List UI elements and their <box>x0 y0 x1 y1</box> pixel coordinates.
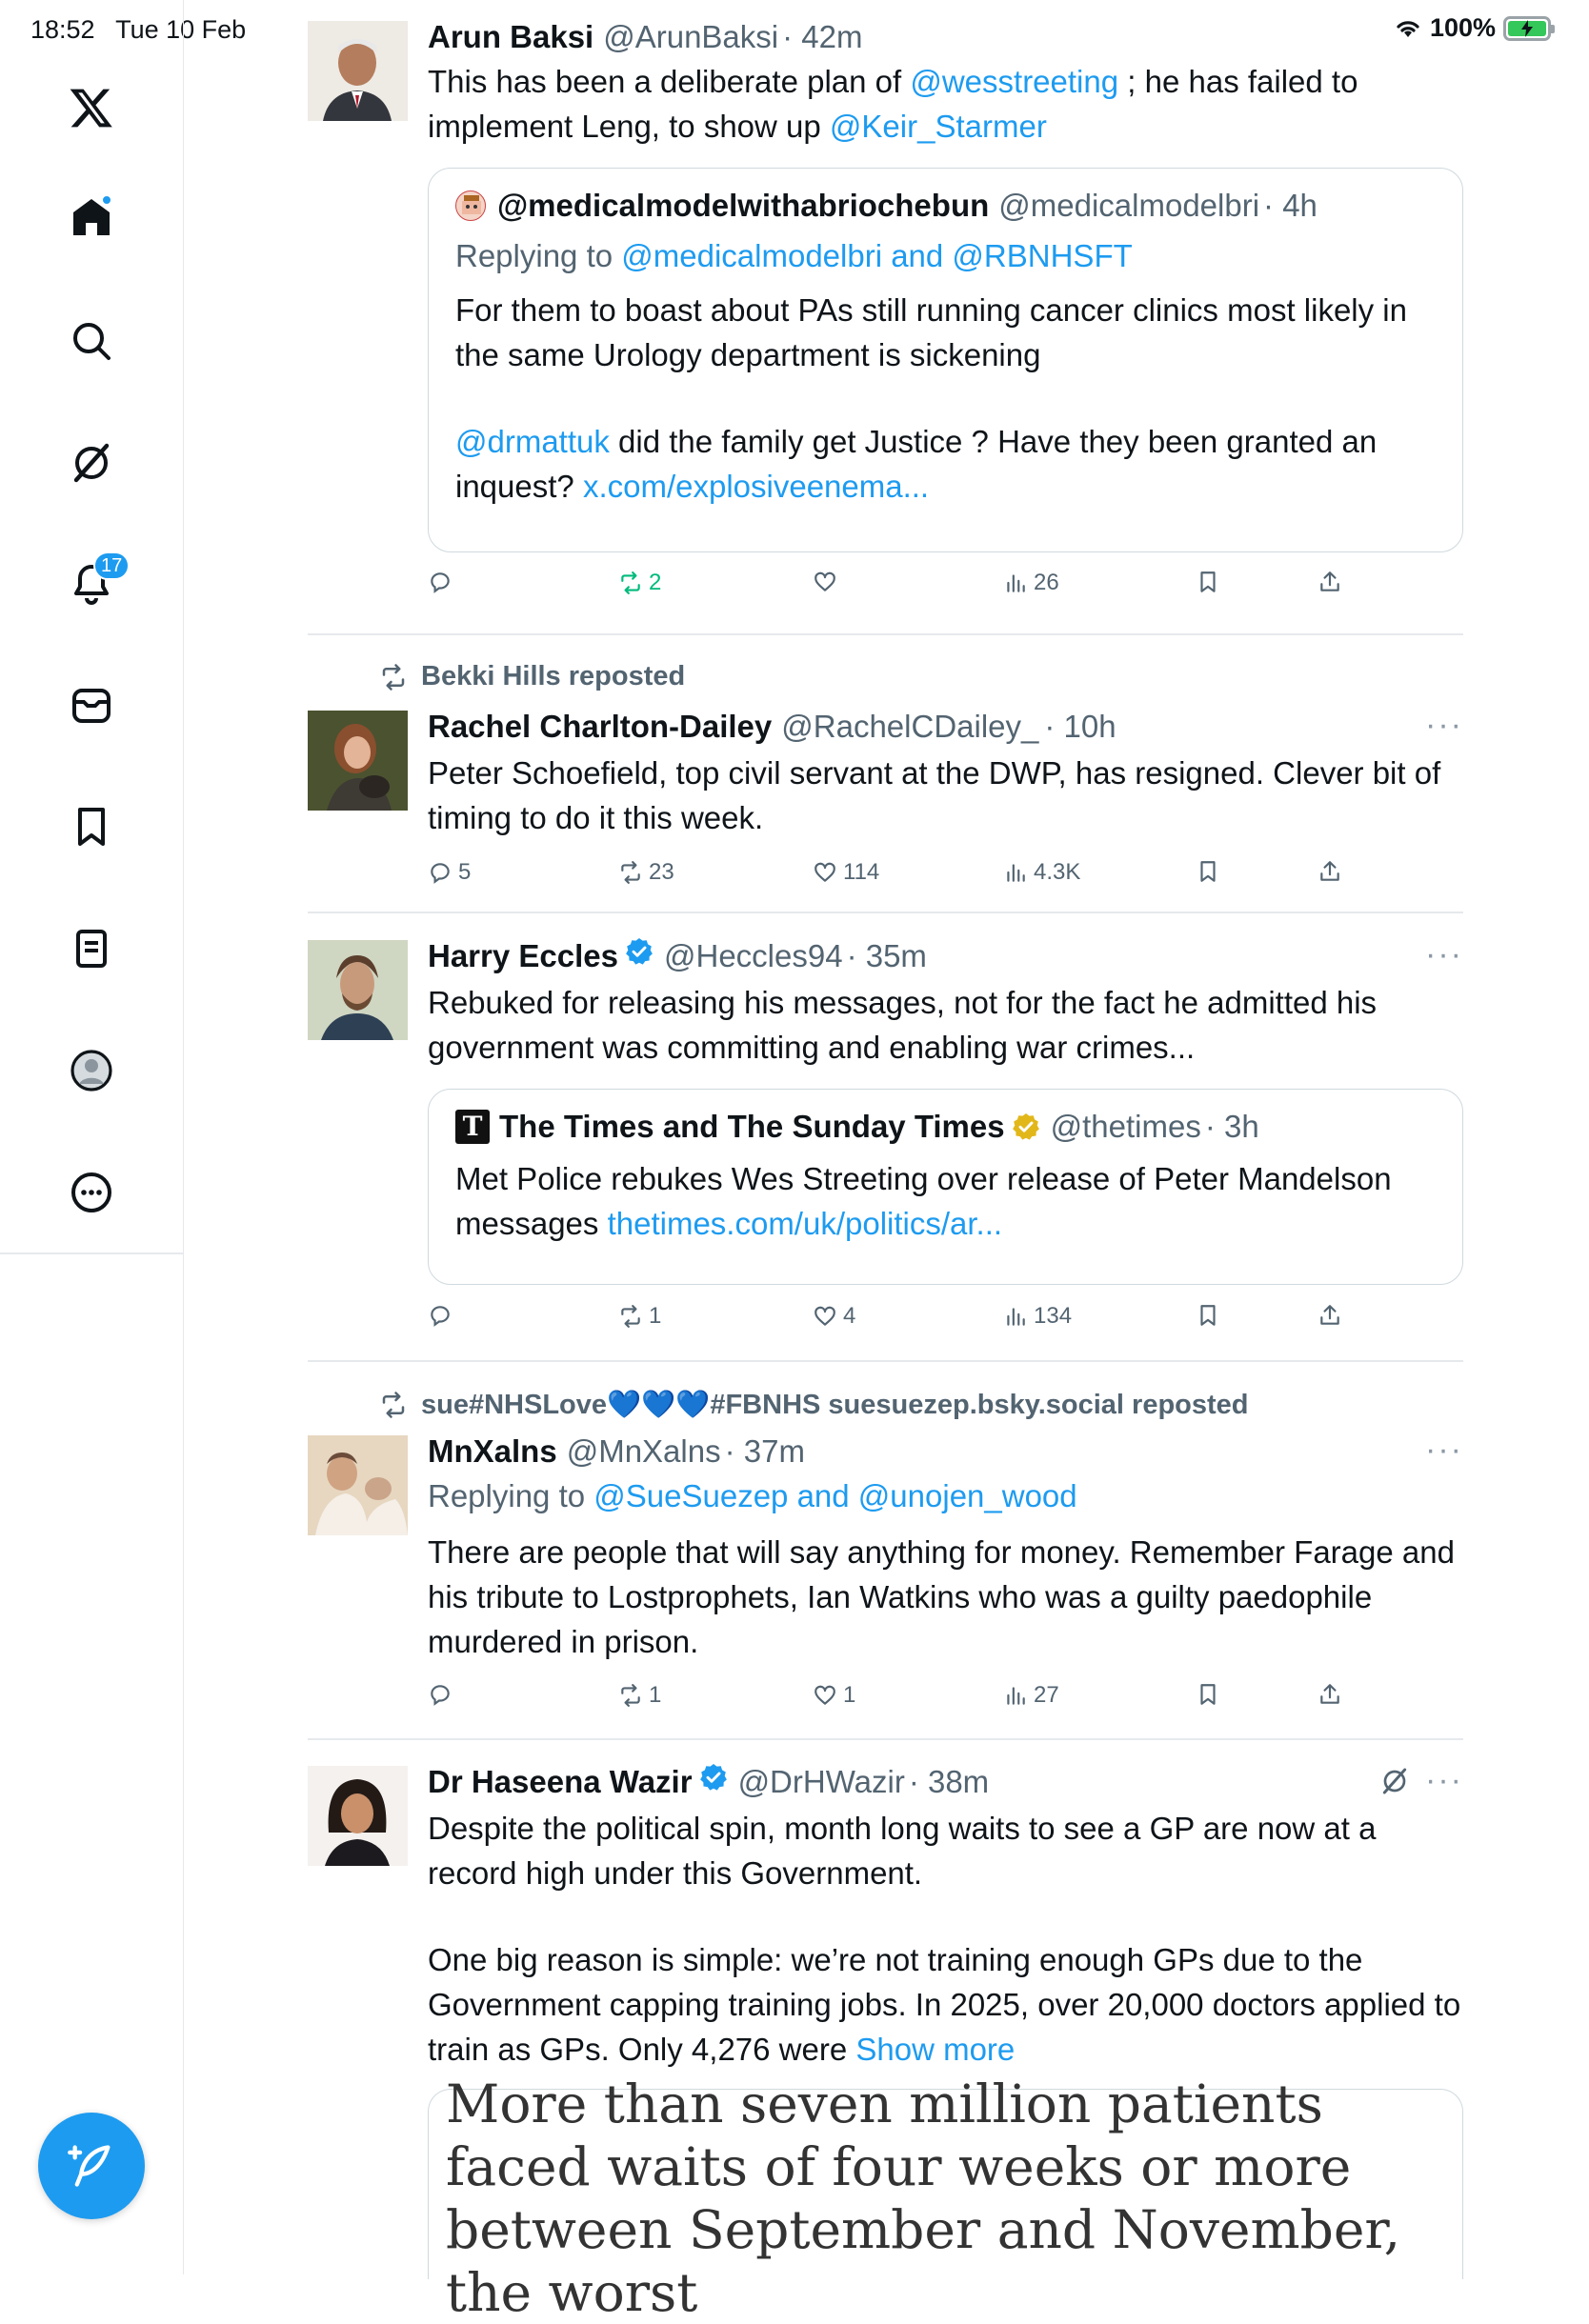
author-name[interactable]: Rachel Charlton-Dailey <box>428 709 773 744</box>
repost-count: 1 <box>649 1682 662 1708</box>
messages-icon[interactable] <box>65 679 118 732</box>
replying-to-link[interactable]: @medicalmodelbri and @RBNHSFT <box>621 238 1133 273</box>
bookmark-icon <box>1196 570 1220 594</box>
bookmark-button[interactable] <box>1196 570 1220 594</box>
tweet-time[interactable]: · 38m <box>908 1764 990 1799</box>
compose-post-button[interactable] <box>38 2113 145 2219</box>
tweet-text-2 <box>428 1937 1463 2072</box>
views-button[interactable] <box>1003 1682 1059 1709</box>
grok-icon[interactable] <box>1379 1766 1410 1801</box>
tweet-text: Rebuked for releasing his messages, not for the fact he admitted his government was committing and enabling war crimes... <box>428 985 1378 1065</box>
home-icon[interactable] <box>65 190 118 244</box>
mention-link[interactable]: @wesstreeting <box>910 64 1119 99</box>
share-icon <box>1317 859 1342 884</box>
repost-count: 23 <box>649 859 674 885</box>
status-clock: 18:52 <box>30 15 95 44</box>
bookmarks-icon[interactable] <box>65 800 118 853</box>
reply-button[interactable] <box>428 1682 458 1707</box>
tweet-arun-baksi[interactable] <box>308 17 1463 627</box>
tweet-text: Despite the political spin, month long waits to see a GP are now at a record high under this Government. <box>428 1811 1377 1891</box>
lists-icon[interactable] <box>65 922 118 975</box>
home-notification-dot <box>101 194 112 206</box>
reply-icon <box>428 570 453 594</box>
quote-author-name[interactable]: @medicalmodelwithabriochebun <box>497 188 990 223</box>
like-button[interactable] <box>813 859 879 886</box>
views-count: 134 <box>1034 1303 1073 1329</box>
quote-text-2 <box>455 419 1436 509</box>
tweet-rachel-charlton-dailey[interactable] <box>308 707 1463 897</box>
more-options-icon[interactable]: ··· <box>1425 936 1463 972</box>
author-handle[interactable]: @DrHWazir <box>737 1764 905 1799</box>
quote-time: · 4h <box>1263 188 1317 223</box>
tweet-header <box>428 1432 1463 1472</box>
tweet-header <box>428 936 1463 976</box>
quote-avatar-icon <box>455 190 486 221</box>
like-button[interactable] <box>813 1303 855 1330</box>
bookmark-button[interactable] <box>1196 1682 1220 1707</box>
views-count: 26 <box>1034 570 1059 595</box>
avatar[interactable] <box>308 21 408 121</box>
status-date: Tue 10 Feb <box>115 15 247 44</box>
gold-verified-badge-icon <box>1011 1112 1041 1142</box>
quote-author-handle[interactable]: @medicalmodelbri <box>998 188 1260 223</box>
like-count: 114 <box>843 859 880 885</box>
views-count: 4.3K <box>1034 859 1081 885</box>
more-options-icon[interactable]: ··· <box>1425 1432 1463 1468</box>
share-button[interactable] <box>1317 1303 1342 1328</box>
more-options-icon[interactable] <box>65 1166 118 1219</box>
author-name[interactable]: Dr Haseena Wazir <box>428 1764 693 1799</box>
author-handle[interactable]: @Heccles94 <box>663 938 843 973</box>
tweet-header <box>428 17 1463 57</box>
mention-link[interactable]: @Keir_Starmer <box>829 109 1047 144</box>
reply-icon <box>428 1303 453 1328</box>
heart-icon <box>813 1304 837 1329</box>
analytics-icon <box>1003 1304 1028 1329</box>
avatar[interactable] <box>308 1766 408 1866</box>
views-button[interactable] <box>1003 859 1080 886</box>
repost-button[interactable] <box>618 1682 661 1709</box>
tweet-actions <box>428 1682 1463 1720</box>
text-segment: Met Police rebukes Wes Streeting over release of Peter Mandelson messages <box>455 1161 1392 1241</box>
grok-icon[interactable] <box>65 436 118 490</box>
reply-count: 5 <box>458 859 472 885</box>
views-count: 27 <box>1034 1682 1059 1708</box>
like-count: 4 <box>843 1303 856 1329</box>
tweet-text <box>428 59 1463 149</box>
mention-link[interactable]: @drmattuk <box>455 424 610 459</box>
reposted-by-label: sue#NHSLove💙💙💙#FBNHS suesuezep.bsky.social reposted <box>421 1390 1249 1420</box>
text-segment: did the family get Justice ? Have they been granted an inquest? <box>455 424 1378 504</box>
avatar[interactable] <box>308 940 408 1040</box>
reply-button[interactable] <box>428 1303 458 1328</box>
like-button[interactable] <box>813 1682 855 1709</box>
repost-count: 1 <box>649 1303 662 1329</box>
reposted-by[interactable] <box>379 661 685 692</box>
show-more-link[interactable]: Show more <box>855 2032 1016 2067</box>
bookmark-button[interactable] <box>1196 1303 1220 1328</box>
replying-to-link[interactable]: @SueSuezep and @unojen_wood <box>593 1478 1077 1513</box>
quote-text <box>455 1156 1436 1246</box>
notifications-badge: 17 <box>93 551 130 580</box>
share-icon <box>1317 1303 1342 1328</box>
share-icon <box>1317 1682 1342 1707</box>
tweet-time[interactable]: · 10h <box>1044 709 1116 744</box>
tweet-mnxalns[interactable] <box>308 1432 1463 1717</box>
quote-author-handle[interactable]: @thetimes <box>1050 1109 1201 1144</box>
tweet-divider <box>308 1360 1463 1362</box>
repost-button[interactable] <box>618 859 674 886</box>
views-button[interactable] <box>1003 570 1059 596</box>
analytics-icon <box>1003 1683 1028 1708</box>
like-count: 1 <box>843 1682 856 1708</box>
text-segment: One big reason is simple: we’re not training enough GPs due to the Government capping training jobs. In 2025, over 20,000 doctors applied to train as GPs. Only 4,276 were <box>428 1942 1461 2067</box>
tweet-time[interactable]: · 35m <box>846 938 927 973</box>
compose-feather-icon <box>67 2141 116 2191</box>
like-button[interactable] <box>813 570 843 594</box>
verified-badge-icon <box>624 936 654 967</box>
quote-text: For them to boast about PAs still running cancer clinics most likely in the same Urology department is sickening <box>455 292 1407 372</box>
author-name[interactable]: Arun Baksi <box>428 19 594 54</box>
author-handle[interactable]: @RachelCDailey_ <box>781 709 1039 744</box>
quoted-tweet[interactable] <box>428 168 1463 552</box>
reposted-by-label: Bekki Hills reposted <box>421 661 686 691</box>
sidebar-divider <box>0 1252 184 1254</box>
views-button[interactable] <box>1003 1303 1072 1330</box>
more-options-icon[interactable]: ··· <box>1425 1762 1463 1798</box>
bookmark-icon <box>1196 1682 1220 1707</box>
repost-button[interactable] <box>618 1303 661 1330</box>
reply-icon <box>428 860 453 885</box>
x-logo-icon[interactable] <box>65 81 118 134</box>
author-name[interactable]: MnXalns <box>428 1433 557 1469</box>
quoted-tweet[interactable] <box>428 1089 1463 1285</box>
replying-prefix: Replying to <box>428 1478 594 1513</box>
tweet-divider <box>308 912 1463 913</box>
quote-header <box>455 186 1436 226</box>
notifications-bell-icon[interactable] <box>65 554 123 611</box>
reply-button[interactable] <box>428 570 458 594</box>
image-text: More than seven million patients faced waits of four weeks or more between September and November, the worst <box>446 2074 1401 2323</box>
share-button[interactable] <box>1317 859 1342 884</box>
battery-percent: 100% <box>1429 13 1496 42</box>
author-handle[interactable]: @ArunBaksi <box>603 19 779 54</box>
profile-icon[interactable] <box>65 1044 118 1097</box>
share-icon <box>1317 570 1342 594</box>
reply-icon <box>428 1682 453 1707</box>
repost-icon <box>618 1683 643 1708</box>
tweet-dr-haseena-wazir[interactable] <box>308 1762 1463 2323</box>
quote-time: · 3h <box>1204 1109 1259 1144</box>
author-handle[interactable]: @MnXalns <box>566 1433 721 1469</box>
sidebar <box>0 0 184 2274</box>
author-name[interactable]: Harry Eccles <box>428 938 618 973</box>
battery-icon <box>1503 16 1551 41</box>
url-link[interactable]: thetimes.com/uk/politics/ar... <box>607 1206 1003 1241</box>
tweet-divider <box>308 1738 1463 1740</box>
repost-button[interactable] <box>618 570 661 596</box>
tweet-text: There are people that will say anything for money. Remember Farage and his tribute to Lostprophets, Ian Watkins who was a guilty paedophile murdered in prison. <box>428 1534 1455 1659</box>
analytics-icon <box>1003 860 1028 885</box>
analytics-icon <box>1003 571 1028 595</box>
reply-button[interactable] <box>428 859 471 886</box>
tweet-actions <box>428 859 1463 897</box>
tweet-text: Peter Schoefield, top civil servant at the DWP, has resigned. Clever bit of timing to do it this week. <box>428 755 1441 835</box>
repost-icon <box>379 663 408 691</box>
tweet-header <box>428 1762 1463 1802</box>
replying-prefix: Replying to <box>455 238 622 273</box>
avatar[interactable] <box>308 711 408 811</box>
heart-icon <box>813 1683 837 1708</box>
quote-header <box>455 1107 1436 1147</box>
repost-icon <box>618 571 643 595</box>
quote-author-name[interactable]: The Times and The Sunday Times <box>499 1109 1005 1144</box>
repost-icon <box>618 860 643 885</box>
bookmark-button[interactable] <box>1196 859 1220 884</box>
text-segment: ; he has failed to implement Leng, to show up <box>428 64 1358 144</box>
url-link[interactable]: x.com/explosiveenema... <box>582 469 930 504</box>
replying-to <box>428 1473 1463 1518</box>
share-button[interactable] <box>1317 1682 1342 1707</box>
quote-replying-to <box>455 233 1436 278</box>
bookmark-icon <box>1196 859 1220 884</box>
tweet-header <box>428 707 1463 747</box>
verified-badge-icon <box>698 1762 729 1793</box>
more-options-icon[interactable]: ··· <box>1425 707 1463 743</box>
reposted-by[interactable] <box>379 1389 1249 1421</box>
tweet-time[interactable]: · 37m <box>724 1433 805 1469</box>
tweet-actions <box>428 1303 1463 1341</box>
tweet-time[interactable]: · 42m <box>782 19 863 54</box>
heart-icon <box>813 570 837 594</box>
media-image[interactable] <box>428 2074 1463 2323</box>
heart-icon <box>813 860 837 885</box>
search-icon[interactable] <box>65 314 118 368</box>
text-segment: This has been a deliberate plan of <box>428 64 911 99</box>
repost-icon <box>618 1304 643 1329</box>
avatar[interactable] <box>308 1435 408 1535</box>
tweet-actions <box>428 570 1463 608</box>
repost-count: 2 <box>649 570 662 595</box>
times-logo-icon: T <box>455 1110 490 1144</box>
share-button[interactable] <box>1317 570 1342 594</box>
tweet-harry-eccles[interactable] <box>308 936 1463 1336</box>
repost-icon <box>379 1391 408 1419</box>
bookmark-icon <box>1196 1303 1220 1328</box>
tweet-divider <box>308 633 1463 635</box>
